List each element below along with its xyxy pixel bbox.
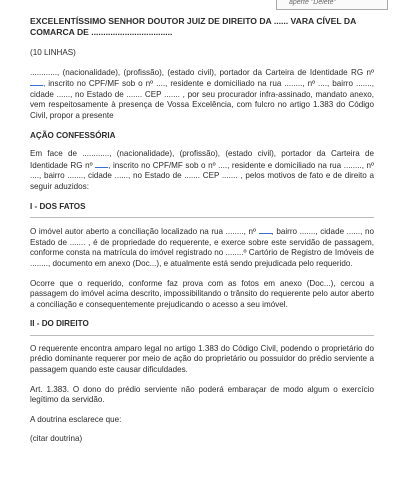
law-divider: [30, 335, 374, 336]
action-heading: AÇÃO CONFESSÓRIA: [30, 130, 116, 140]
facts-paragraph-1: [30, 226, 374, 269]
rg-number-field[interactable]: [30, 78, 43, 86]
qualification-text-start: ............, (nacionalidade), (profissão), (estado civil), portador da Carteira de Identidade RG nº: [30, 67, 374, 77]
document-body: [30, 16, 374, 454]
law-article: Art. 1.383. O dono do prédio serviente não poderá embaraçar de modo algum o exercício legítimo da servidão.: [30, 384, 374, 405]
facts-text-start: O imóvel autor aberto a conciliação localizado na rua ........, nº: [30, 227, 256, 237]
defendant-text-end: , inscrito no CPF/MF sob o nº ...., residente e domiciliado na rua ........, nº ...., bairro ......., cidade ......, no Estado de ....... CEP ....... , pelos motivos de fato e de direito a seguir aduzidos:: [30, 160, 375, 191]
doctrine-placeholder: (citar doutrina): [30, 434, 83, 444]
facts-paragraph-2: Ocorre que o requerido, conforme faz prova com as fotos em anexo (Doc...), cercou a passagem do imóvel acima descrito, impossibilitando o trânsito do requerente pelo autor aberto a conciliação e consequentemente prejudicando o acesso a seu imóvel.: [30, 278, 374, 309]
document-title: EXCELENTÍSSIMO SENHOR DOUTOR JUIZ DE DIREITO DA ...... VARA CÍVEL DA COMARCA DE ..................................: [30, 16, 356, 37]
qualification-text-end: , inscrito no CPF/MF sob o nº ...., residente e domiciliado na rua ........, nº ...., bairro ......., cidade ......, no Estado de ....... CEP ....... , por seu procurador infra-assinado, mandato anexo, vem respeitosamente à presença de Vossa Excelência, com fulcro no artigo 1.383 do Código Civil, propor a presente: [30, 79, 374, 120]
law-paragraph-1: O requerente encontra amparo legal no artigo 1.383 do Código Civil, podendo o proprietário do prédio dominante requerer por meio de ação do proprietário ou possuidor do prédio serviente a passagem quando este causar dificuldades.: [30, 343, 374, 375]
doctrine-intro: A doutrina esclarece que:: [30, 414, 122, 424]
lines-note: (10 LINHAS): [30, 48, 76, 57]
facts-divider: [30, 217, 374, 218]
qualification-paragraph: [30, 68, 374, 122]
facts-heading: I - DOS FATOS: [30, 201, 86, 211]
property-number-field[interactable]: [259, 226, 272, 234]
defendant-text-start: Em face de ............, (nacionalidade), (profissão), (estado civil), portador da Carteira de Identidade RG nº: [30, 149, 374, 170]
facts-text-end: , bairro ......., cidade ......, no Estado de ....... , é de propriedade do requerente, e exerce sobre este servidão de passagem, conforme consta na matrícula do imóvel registrado no ........º Cartório de Registro de Imóveis de ........, documento em anexo (Doc...), e atualmente está sendo prejudicada pelo requerido.: [30, 227, 374, 268]
law-heading: II - DO DIREITO: [30, 319, 89, 329]
defendant-rg-field[interactable]: [95, 160, 108, 168]
defendant-paragraph: [30, 149, 374, 192]
delete-hint-tooltip: aperte "Delete": [276, 0, 388, 10]
